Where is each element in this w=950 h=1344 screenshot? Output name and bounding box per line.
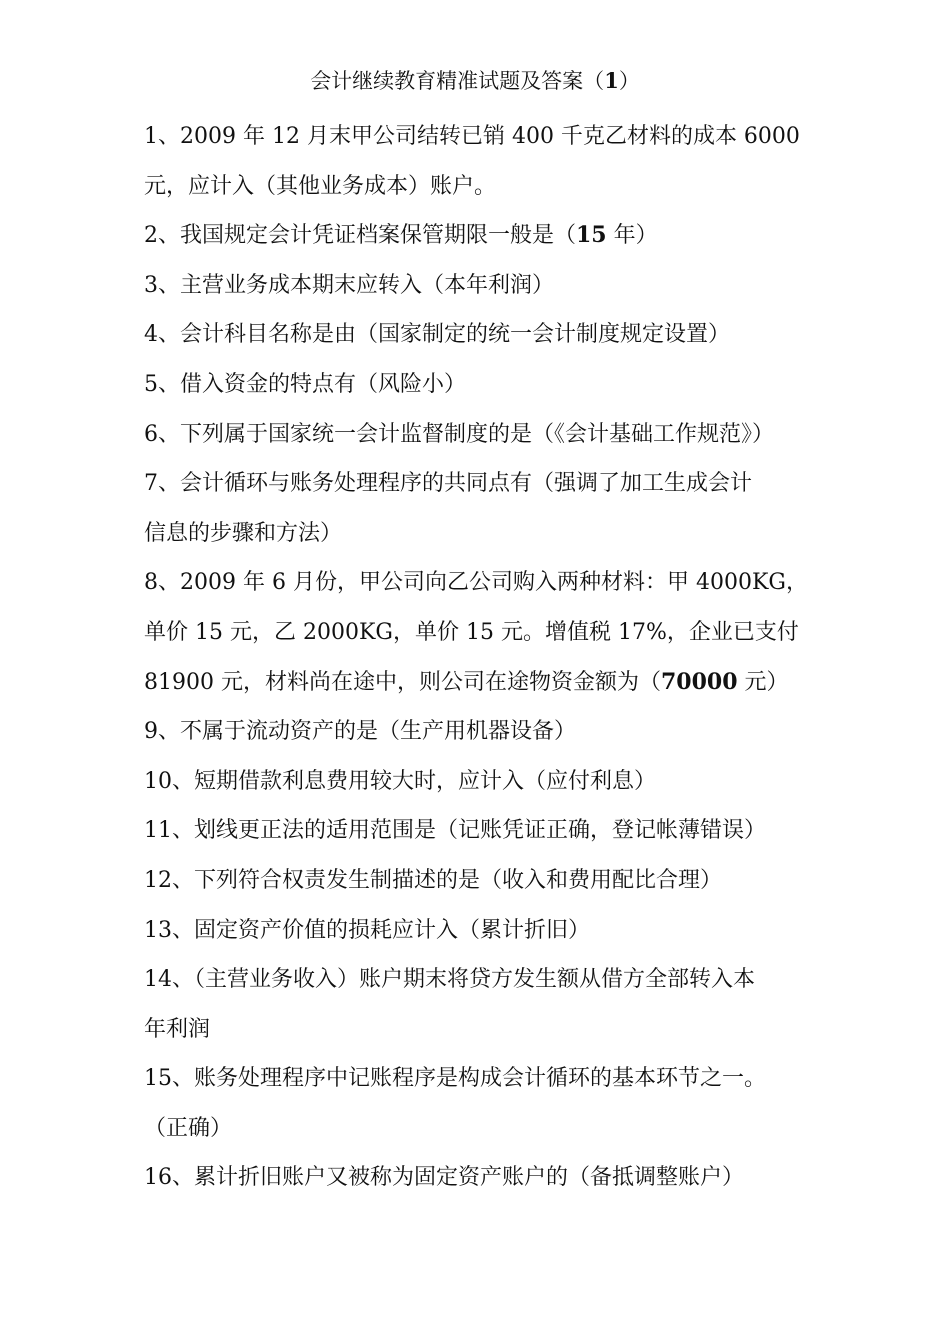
question-line: 14、（主营业务收入）账户期末将贷方发生额从借方全部转入本 [144,967,755,993]
question-line: 信息的步骤和方法） [144,520,343,546]
question-line: 6、下列属于国家统一会计监督制度的是（《会计基础工作规范》） [144,421,774,447]
question-line: 年利润 [144,1016,211,1042]
question-line: 4、会计科目名称是由（国家制定的统一会计制度规定设置） [144,322,730,348]
answer-bold: 15 [576,222,607,249]
title-suffix: ） [618,69,640,93]
question-line: 8、2009 年 6 月份，甲公司向乙公司购入两种材料：甲 4000KG， [144,570,808,596]
question-line [144,211,812,261]
question-line: 10、短期借款利息费用较大时，应计入（应付利息） [144,768,656,794]
question-line: 1、2009 年 12 月末甲公司结转已销 400 千克乙材料的成本 6000 [144,124,800,149]
question-line: 元，应计入（其他业务成本）账户。 [144,173,497,199]
question-line: 7、会计循环与账务处理程序的共同点有（强调了加工生成会计 [144,471,752,497]
question-line: 16、累计折旧账户又被称为固定资产账户的（备抵调整账户） [144,1165,744,1191]
question-line: 9、不属于流动资产的是（生产用机器设备） [144,719,576,745]
question-text: 元） [737,669,789,695]
document-title [0,66,950,96]
question-text: 2、我国规定会计凭证档案保管期限一般是（ [144,223,576,249]
question-line: 3、主营业务成本期末应转入（本年利润） [144,272,554,298]
question-line: 5、借入资金的特点有（风险小） [144,371,466,397]
answer-bold: 70000 [660,668,738,695]
title-prefix: 会计继续教育精准试题及答案（ [310,69,605,93]
question-line: 15、账务处理程序中记账程序是构成会计循环的基本环节之一。 [144,1066,766,1092]
question-line: 12、下列符合权责发生制描述的是（收入和费用配比合理） [144,867,722,893]
question-line: 13、固定资产价值的损耗应计入（累计折旧） [144,917,590,943]
question-line: 单价 15 元，乙 2000KG，单价 15 元。增值税 17%，企业已支付 [144,619,799,645]
question-text: 年） [606,223,658,249]
question-text: 81900 元，材料尚在途中，则公司在途物资金额为（ [144,669,661,695]
question-line: 11、划线更正法的适用范围是（记账凭证正确，登记帐薄错误） [144,818,766,844]
question-line [144,658,812,708]
question-list [144,112,812,1203]
question-line: （正确） [144,1115,233,1141]
title-number: 1 [604,68,619,93]
